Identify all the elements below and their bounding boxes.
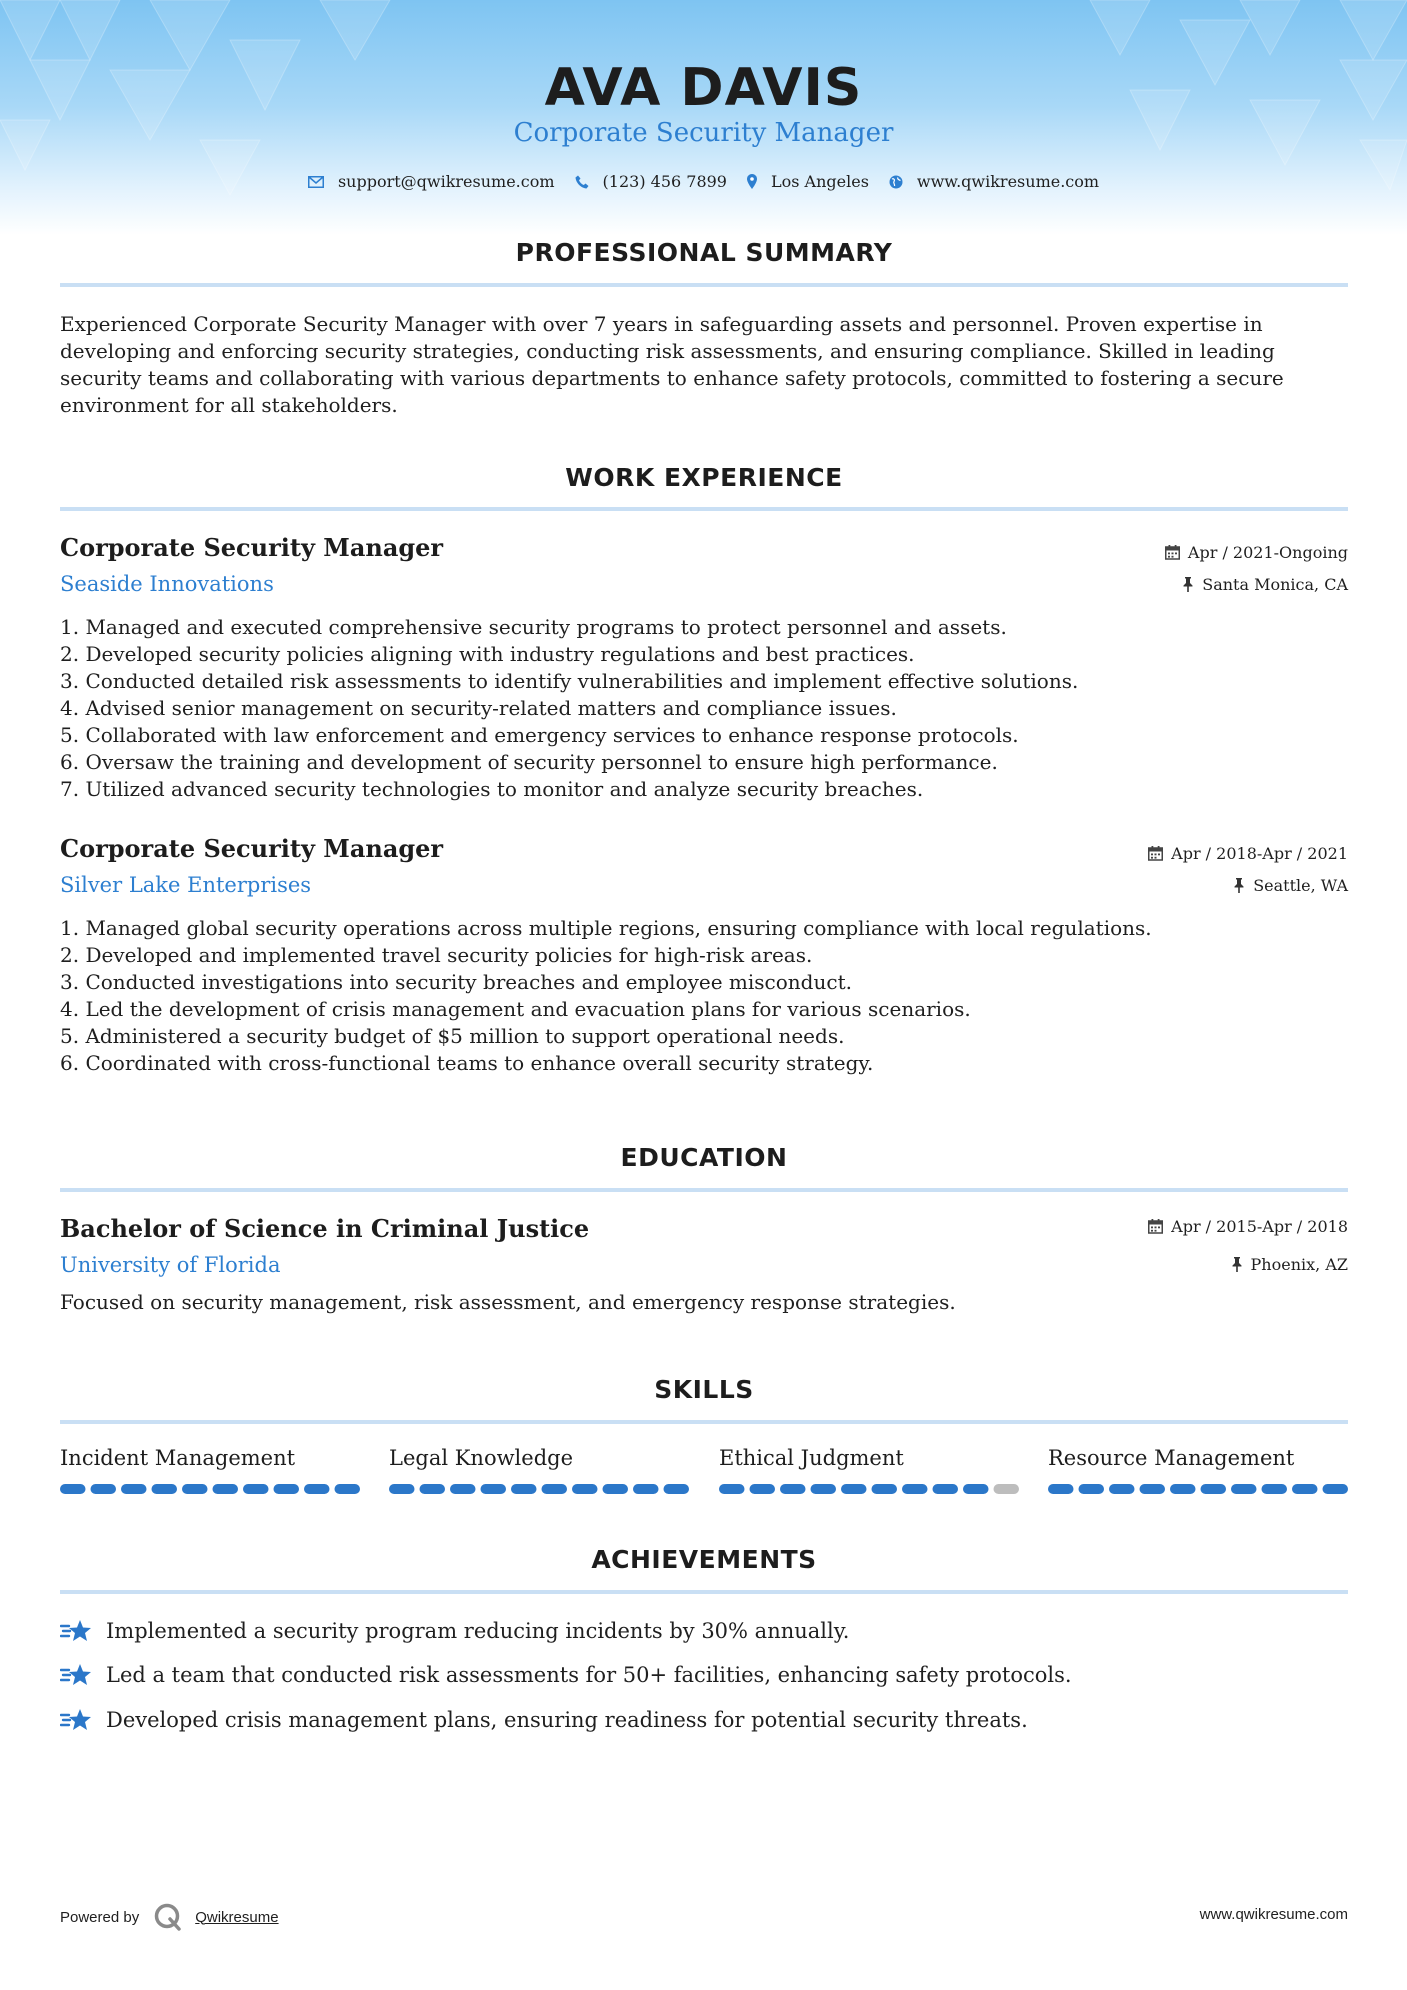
experience-heading: WORK EXPERIENCE <box>565 463 843 492</box>
skill-segment-filled <box>664 1484 690 1494</box>
job-dates-text: Apr / 2018-Apr / 2021 <box>1171 844 1348 863</box>
skill-segment-filled <box>1292 1484 1318 1494</box>
job-bullets <box>60 614 1348 803</box>
skill-segment-filled <box>872 1484 898 1494</box>
skill-segment-filled <box>304 1484 330 1494</box>
skill-segment-filled <box>633 1484 659 1494</box>
skill-segment-filled <box>511 1484 537 1494</box>
education-dates <box>1148 1217 1348 1236</box>
calendar-icon <box>1148 1219 1163 1234</box>
skill-segment-filled <box>335 1484 361 1494</box>
achievement-text: Implemented a security program reducing incidents by 30% annually. <box>106 1619 850 1643</box>
skill-segment-filled <box>450 1484 476 1494</box>
achievement-item <box>60 1662 1348 1688</box>
skill-segment-filled <box>274 1484 300 1494</box>
job-dates-text: Apr / 2021-Ongoing <box>1187 543 1348 562</box>
achievements-heading: ACHIEVEMENTS <box>591 1545 817 1574</box>
pin-icon <box>1182 577 1194 592</box>
achievements-rule <box>60 1590 1348 1594</box>
skill-item <box>60 1446 360 1470</box>
skill-segment-empty <box>994 1484 1020 1494</box>
skill-rating <box>719 1484 1019 1494</box>
skill-segment-filled <box>1323 1484 1349 1494</box>
skill-segment-filled <box>1109 1484 1135 1494</box>
skill-segment-filled <box>780 1484 806 1494</box>
skill-segment-filled <box>811 1484 837 1494</box>
skills-rule <box>60 1420 1348 1424</box>
qwikresume-link[interactable]: Qwikresume <box>195 1908 279 1926</box>
list-item: 4. Advised senior management on security-related matters and compliance issues. <box>60 696 897 720</box>
skill-item <box>389 1446 689 1470</box>
education-location <box>1231 1255 1348 1274</box>
list-item: 6. Oversaw the training and development of security personnel to ensure high performance. <box>60 750 998 774</box>
skill-rating <box>60 1484 360 1494</box>
achievement-text: Led a team that conducted risk assessments for 50+ facilities, enhancing safety protocols. <box>106 1663 1072 1687</box>
degree-title: Bachelor of Science in Criminal Justice <box>60 1214 590 1243</box>
phone-icon <box>575 175 589 189</box>
education-dates-text: Apr / 2015-Apr / 2018 <box>1171 1217 1348 1236</box>
contact-website[interactable] <box>889 172 1099 191</box>
job-title: Corporate Security Manager <box>60 834 444 863</box>
list-item: 1. Managed global security operations across multiple regions, ensuring compliance with local regulations. <box>60 916 1152 940</box>
skill-segment-filled <box>750 1484 776 1494</box>
contact-phone-text: (123) 456 7899 <box>602 172 727 191</box>
skill-segment-filled <box>719 1484 745 1494</box>
achievement-item <box>60 1618 1348 1644</box>
skill-segment-filled <box>963 1484 989 1494</box>
footer-website[interactable]: www.qwikresume.com <box>1199 1906 1348 1923</box>
list-item: 2. Developed and implemented travel security policies for high-risk areas. <box>60 943 813 967</box>
skill-rating <box>389 1484 689 1494</box>
contact-bar <box>0 172 1407 191</box>
globe-icon <box>889 175 903 189</box>
skill-segment-filled <box>213 1484 239 1494</box>
skill-segment-filled <box>572 1484 598 1494</box>
skill-rating <box>1048 1484 1348 1494</box>
contact-location-text: Los Angeles <box>770 172 869 191</box>
contact-location <box>747 172 869 191</box>
company-name: Seaside Innovations <box>60 572 274 596</box>
skill-segment-filled <box>902 1484 928 1494</box>
contact-website-text: www.qwikresume.com <box>916 172 1100 191</box>
pin-icon <box>1231 1257 1243 1272</box>
skill-segment-filled <box>1231 1484 1257 1494</box>
skill-segment-filled <box>152 1484 178 1494</box>
school-name: University of Florida <box>60 1253 281 1277</box>
skill-name: Resource Management <box>1048 1446 1295 1470</box>
envelope-icon <box>308 176 324 188</box>
calendar-icon <box>1165 545 1180 560</box>
skill-segment-filled <box>121 1484 147 1494</box>
skill-segment-filled <box>1079 1484 1105 1494</box>
company-name: Silver Lake Enterprises <box>60 873 312 897</box>
list-item: 3. Conducted detailed risk assessments to identify vulnerabilities and implement effective solutions. <box>60 669 1079 693</box>
skill-segment-filled <box>389 1484 415 1494</box>
list-item: 5. Administered a security budget of $5 million to support operational needs. <box>60 1024 845 1048</box>
skill-segment-filled <box>1262 1484 1288 1494</box>
summary-text: Experienced Corporate Security Manager with over 7 years in safeguarding assets and personnel. Proven expertise in developing and enforcing security strategies, conducting risk assessments, and ensuring compliance. Skilled in leading security teams and collaborating with various departments to enhance safety protocols, committed to fostering a secure environment for all stakeholders. <box>60 312 1284 417</box>
job-location-text: Santa Monica, CA <box>1202 575 1348 594</box>
skill-segment-filled <box>60 1484 86 1494</box>
job-dates <box>1148 844 1348 863</box>
calendar-icon <box>1148 846 1163 861</box>
education-rule <box>60 1188 1348 1192</box>
shooting-star-icon <box>60 1707 92 1733</box>
list-item: 6. Coordinated with cross-functional teams to enhance overall security strategy. <box>60 1051 874 1075</box>
skill-segment-filled <box>542 1484 568 1494</box>
achievement-item <box>60 1707 1348 1733</box>
experience-rule <box>60 507 1348 511</box>
list-item: 4. Led the development of crisis management and evacuation plans for various scenarios. <box>60 997 971 1021</box>
list-item: 5. Collaborated with law enforcement and emergency services to enhance response protocols. <box>60 723 1019 747</box>
skill-name: Ethical Judgment <box>719 1446 904 1470</box>
skill-segment-filled <box>1140 1484 1166 1494</box>
job-location <box>1233 876 1348 895</box>
job-bullets <box>60 915 1348 1077</box>
shooting-star-icon <box>60 1618 92 1644</box>
skill-segment-filled <box>603 1484 629 1494</box>
list-item: 1. Managed and executed comprehensive security programs to protect personnel and assets. <box>60 615 1007 639</box>
pin-icon <box>1233 878 1245 893</box>
summary-rule <box>60 283 1348 287</box>
powered-by-label: Powered by <box>60 1908 140 1926</box>
list-item: 7. Utilized advanced security technologies to monitor and analyze security breaches. <box>60 777 924 801</box>
job-dates <box>1165 543 1348 562</box>
map-marker-icon <box>747 174 757 189</box>
skills-heading: SKILLS <box>654 1375 754 1404</box>
shooting-star-icon <box>60 1662 92 1688</box>
contact-email[interactable] <box>308 172 555 191</box>
list-item: 3. Conducted investigations into security breaches and employee misconduct. <box>60 970 852 994</box>
skill-segment-filled <box>841 1484 867 1494</box>
skill-segment-filled <box>1201 1484 1227 1494</box>
skill-segment-filled <box>91 1484 117 1494</box>
education-heading: EDUCATION <box>620 1143 788 1172</box>
skill-segment-filled <box>1170 1484 1196 1494</box>
achievement-text: Developed crisis management plans, ensuring readiness for potential security threats. <box>106 1708 1028 1732</box>
education-location-text: Phoenix, AZ <box>1250 1255 1348 1274</box>
candidate-title: Corporate Security Manager <box>513 118 894 148</box>
skill-segment-filled <box>481 1484 507 1494</box>
skill-item <box>719 1446 1019 1470</box>
job-title: Corporate Security Manager <box>60 533 444 562</box>
footer-powered-by <box>60 1902 279 1932</box>
contact-phone[interactable] <box>575 172 727 191</box>
summary-heading: PROFESSIONAL SUMMARY <box>515 238 893 267</box>
skill-segment-filled <box>1048 1484 1074 1494</box>
skill-segment-filled <box>420 1484 446 1494</box>
skill-segment-filled <box>933 1484 959 1494</box>
education-description: Focused on security management, risk assessment, and emergency response strategies. <box>60 1290 956 1314</box>
candidate-name: AVA DAVIS <box>544 58 863 118</box>
list-item: 2. Developed security policies aligning with industry regulations and best practices. <box>60 642 915 666</box>
contact-email-text: support@qwikresume.com <box>337 172 555 191</box>
skill-item <box>1048 1446 1348 1470</box>
job-location-text: Seattle, WA <box>1253 876 1348 895</box>
skill-name: Legal Knowledge <box>389 1446 574 1470</box>
skill-segment-filled <box>243 1484 269 1494</box>
skill-name: Incident Management <box>60 1446 296 1470</box>
qwikresume-logo-icon <box>153 1902 183 1932</box>
job-location <box>1182 575 1348 594</box>
skill-segment-filled <box>182 1484 208 1494</box>
